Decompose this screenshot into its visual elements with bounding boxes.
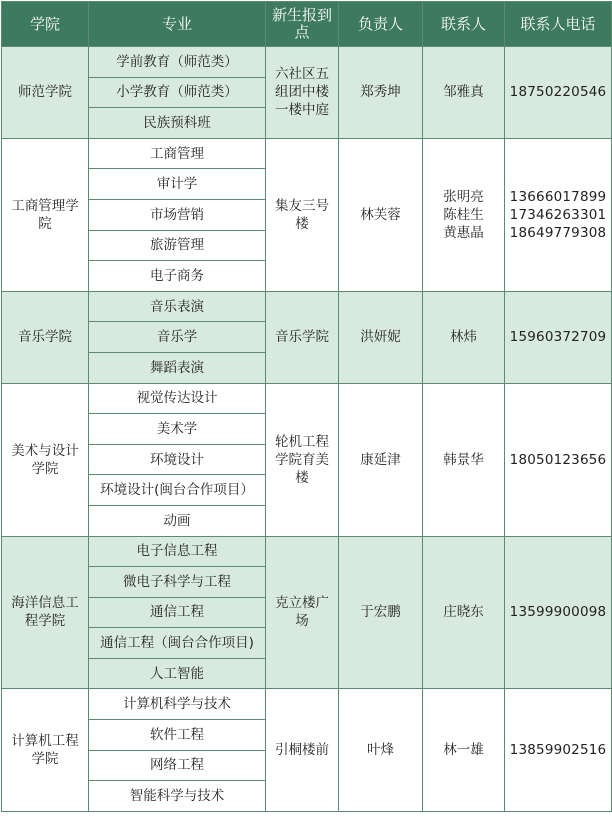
major-cell: 软件工程 — [89, 720, 266, 751]
phone-number: 18649779308 — [509, 224, 607, 241]
contact-cell — [423, 536, 505, 689]
major-cell: 视觉传达设计 — [89, 383, 266, 414]
major-cell: 小学教育（师范类） — [89, 77, 266, 108]
header-row — [2, 2, 612, 47]
contact-name: 张明亮 — [443, 188, 484, 205]
phone-cell — [505, 689, 612, 811]
header-major: 专业 — [89, 2, 266, 47]
major-cell: 民族预科班 — [89, 108, 266, 139]
major-cell: 市场营销 — [89, 199, 266, 230]
major-cell: 音乐学 — [89, 322, 266, 353]
phone-number: 18750220546 — [509, 84, 607, 101]
college-cell: 美术与设计学院 — [2, 383, 89, 536]
college-cell: 计算机工程学院 — [2, 689, 89, 811]
location-cell: 引桐楼前 — [266, 689, 339, 811]
contact-cell — [423, 383, 505, 536]
contact-cell — [423, 138, 505, 291]
major-cell: 美术学 — [89, 414, 266, 445]
leader-cell: 郑秀坤 — [339, 47, 423, 139]
major-cell: 人工智能 — [89, 658, 266, 689]
phone-cell — [505, 536, 612, 689]
phone-number: 13666017899 — [509, 188, 607, 205]
table-row — [2, 138, 612, 169]
major-cell: 网络工程 — [89, 750, 266, 781]
location-cell: 克立楼广场 — [266, 536, 339, 689]
major-cell: 计算机科学与技术 — [89, 689, 266, 720]
major-cell: 旅游管理 — [89, 230, 266, 261]
location-cell: 集友三号楼 — [266, 138, 339, 291]
major-cell: 学前教育（师范类） — [89, 47, 266, 78]
contact-cell — [423, 689, 505, 811]
phone-cell — [505, 47, 612, 139]
phone-cell — [505, 291, 612, 383]
major-cell: 通信工程（闽台合作项目) — [89, 628, 266, 659]
leader-cell: 康延津 — [339, 383, 423, 536]
phone-number: 18050123656 — [509, 451, 607, 468]
major-cell: 电子商务 — [89, 261, 266, 292]
contact-name: 陈桂生 — [443, 206, 484, 223]
header-location: 新生报到点 — [266, 2, 339, 47]
location-cell: 轮机工程学院育美楼 — [266, 383, 339, 536]
major-cell: 微电子科学与工程 — [89, 567, 266, 598]
major-cell: 通信工程 — [89, 597, 266, 628]
contact-name: 黄惠晶 — [443, 224, 484, 241]
location-cell: 音乐学院 — [266, 291, 339, 383]
major-cell: 舞蹈表演 — [89, 352, 266, 383]
major-cell: 审计学 — [89, 169, 266, 200]
table-row — [2, 47, 612, 78]
header-phone: 联系人电话 — [505, 2, 612, 47]
header-contact: 联系人 — [423, 2, 505, 47]
contact-cell — [423, 47, 505, 139]
table-row — [2, 689, 612, 720]
college-cell: 工商管理学院 — [2, 138, 89, 291]
major-cell: 动画 — [89, 505, 266, 536]
phone-number: 13599900098 — [509, 604, 607, 621]
major-cell: 环境设计(闽台合作项目） — [89, 475, 266, 506]
phone-number: 15960372709 — [509, 329, 607, 346]
leader-cell: 于宏鹏 — [339, 536, 423, 689]
major-cell: 工商管理 — [89, 138, 266, 169]
location-cell: 六社区五组团中楼一楼中庭 — [266, 47, 339, 139]
contact-name: 庄晓东 — [443, 604, 484, 621]
college-cell: 音乐学院 — [2, 291, 89, 383]
contact-name: 林一雄 — [443, 742, 484, 759]
phone-number: 13859902516 — [509, 742, 607, 759]
major-cell: 音乐表演 — [89, 291, 266, 322]
header-leader: 负责人 — [339, 2, 423, 47]
college-cell: 师范学院 — [2, 47, 89, 139]
phone-cell — [505, 138, 612, 291]
contact-name: 邹雅真 — [443, 84, 484, 101]
contact-name: 韩景华 — [443, 451, 484, 468]
table-row — [2, 291, 612, 322]
phone-number: 17346263301 — [509, 206, 607, 223]
major-cell: 电子信息工程 — [89, 536, 266, 567]
college-cell: 海洋信息工程学院 — [2, 536, 89, 689]
contact-name: 林炜 — [450, 329, 477, 346]
table-row — [2, 536, 612, 567]
header-college: 学院 — [2, 2, 89, 47]
registration-table — [1, 1, 612, 812]
major-cell: 智能科学与技术 — [89, 781, 266, 812]
major-cell: 环境设计 — [89, 444, 266, 475]
leader-cell: 叶烽 — [339, 689, 423, 811]
phone-cell — [505, 383, 612, 536]
table-row — [2, 383, 612, 414]
leader-cell: 林芙蓉 — [339, 138, 423, 291]
leader-cell: 洪妍妮 — [339, 291, 423, 383]
contact-cell — [423, 291, 505, 383]
